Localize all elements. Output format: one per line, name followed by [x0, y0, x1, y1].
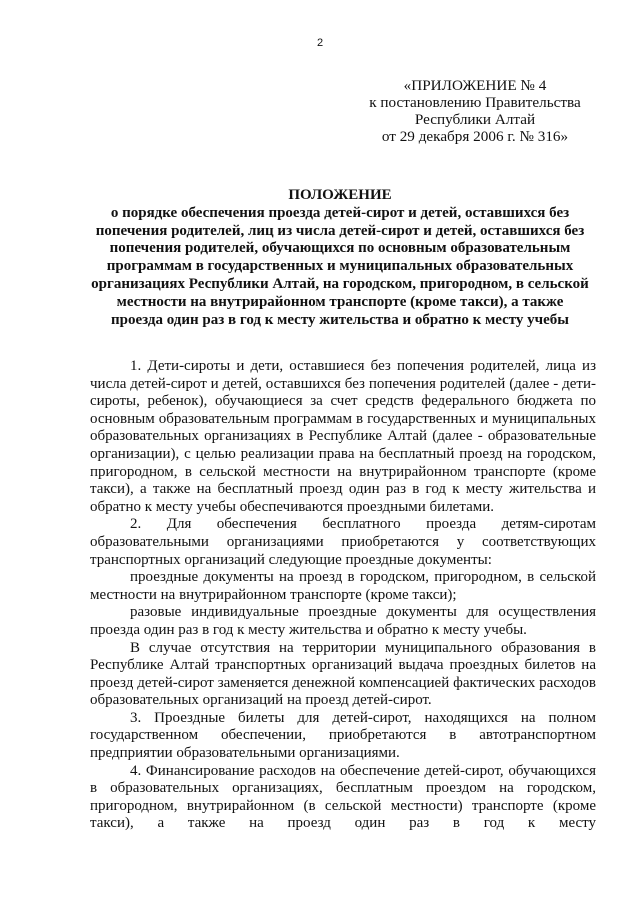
title-line: попечения родителей, лиц из числа детей-сирот и детей, оставшихся без — [95, 222, 585, 239]
paragraph-2-compensation: В случае отсутствия на территории муниципального образования в Республике Алтай транспортных организаций выдача проездных билетов на проезд детей-сирот заменяется денежной компенсацией фактических расходов образовательных организаций на проезд детей-сирот. — [90, 639, 596, 709]
paragraph-3: 3. Проездные билеты для детей-сирот, находящихся на полном государственном обеспечении, приобретаются в автотранспортном предприятии образовательными организациями. — [90, 709, 596, 762]
title-line: программам в государственных и муниципальных образовательных — [106, 258, 574, 275]
appendix-line: к постановлению Правительства — [369, 94, 581, 111]
paragraph-2-item-2: разовые индивидуальные проездные документы для осуществления проезда один раз в год к месту жительства и обратно к месту учебы. — [90, 604, 596, 638]
title-line: о порядке обеспечения проезда детей-сирот и детей, оставшихся без — [110, 204, 570, 221]
title-line: проезда один раз в год к месту жительства и обратно к месту учебы — [110, 311, 569, 328]
appendix-reference — [360, 77, 590, 145]
paragraph-2: 2. Для обеспечения бесплатного проезда детям-сиротам образовательными организациями приобретаются у соответствующих транспортных организаций следующие проездные документы: — [90, 516, 596, 568]
appendix-line: от 29 декабря 2006 г. № 316» — [381, 128, 569, 145]
paragraph-2-item-1: проездные документы на проезд в городском, пригородном, в сельской местности на внутрирайонном транспорте (кроме такси); — [90, 569, 596, 603]
title-heading: ПОЛОЖЕНИЕ — [288, 187, 392, 203]
document-body — [90, 358, 596, 833]
appendix-line: Республики Алтай — [414, 111, 536, 128]
paragraph-1: 1. Дети-сироты и дети, оставшиеся без попечения родителей, лица из числа детей-сирот и детей, оставшихся без попечения родителей (далее - дети-сироты, ребенок), обучающиеся за счет средств федерального бюджета по основным образовательным программам в государственных и муниципальных образовательных организациях в Республике Алтай (далее - образовательные организации), с целью реализации права на бесплатный проезд на городском, пригородном, в сельской местности на внутрирайонном транспорте (кроме такси), а также на бесплатный проезд один раз в год к месту жительства и обратно к месту учебы обеспечиваются проездными билетами. — [90, 358, 596, 515]
paragraph-4: 4. Финансирование расходов на обеспечение детей-сирот, обучающихся в образовательных организациях, бесплатным проездом на городском, пригородном, внутрирайонном (в сельской местности) транспорте (кроме такси), а также на проезд один раз в год к месту — [90, 762, 596, 832]
document-title — [90, 187, 590, 329]
page-number: 2 — [316, 37, 324, 49]
title-line: попечения родителей, обучающихся по основным образовательным — [109, 240, 571, 257]
title-line: организациях Республики Алтай, на городском, пригородном, в сельской — [91, 275, 589, 292]
appendix-line: «ПРИЛОЖЕНИЕ № 4 — [403, 77, 547, 94]
title-line: местности на внутрирайонном транспорте (кроме такси), а также — [116, 293, 564, 310]
